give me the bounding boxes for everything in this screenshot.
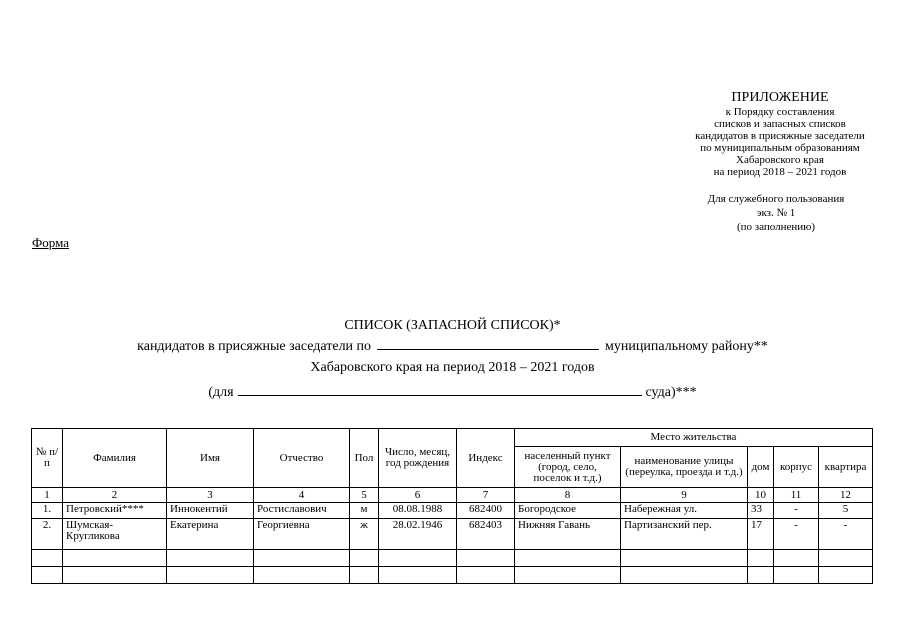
header-residence: Место жительства xyxy=(515,429,873,447)
appendix-line: на период 2018 – 2021 годов xyxy=(713,166,847,178)
cell-building: - xyxy=(774,503,819,519)
column-number: 8 xyxy=(515,488,621,503)
cell-street: Партизанский пер. xyxy=(621,519,748,550)
header-name: Имя xyxy=(167,429,254,488)
column-number: 1 xyxy=(32,488,63,503)
cell-settlement: Нижняя Гавань xyxy=(515,519,621,550)
column-number: 2 xyxy=(63,488,167,503)
cell-surname: Петровский**** xyxy=(63,503,167,519)
district-fill-in-line xyxy=(377,337,599,350)
column-number: 3 xyxy=(167,488,254,503)
appendix-line: Хабаровского края xyxy=(736,154,824,166)
cell-index: 682400 xyxy=(457,503,515,519)
appendix-block xyxy=(670,90,890,178)
service-line: экз. № 1 xyxy=(756,207,796,219)
column-number: 5 xyxy=(350,488,379,503)
title-line-2-prefix: кандидатов в присяжные заседатели по xyxy=(137,339,372,354)
header-surname: Фамилия xyxy=(63,429,167,488)
cell-sex: ж xyxy=(350,519,379,550)
cell-name: Екатерина xyxy=(167,519,254,550)
header-index: Индекс xyxy=(457,429,515,488)
cell-building: - xyxy=(774,519,819,550)
column-number: 11 xyxy=(774,488,819,503)
service-note xyxy=(680,192,872,234)
title-line-2-suffix: муниципальному району** xyxy=(605,339,768,354)
cell-surname: Шумская-Кругликова xyxy=(63,519,167,550)
court-fill-in-line xyxy=(238,383,642,396)
column-number-row xyxy=(32,488,873,503)
appendix-line: к Порядку составления xyxy=(725,106,835,118)
cell-birth: 08.08.1988 xyxy=(379,503,457,519)
service-line: (по заполнению) xyxy=(736,221,816,233)
cell-birth: 28.02.1946 xyxy=(379,519,457,550)
form-label: Форма xyxy=(32,235,69,250)
appendix-line: по муниципальным образованиям xyxy=(700,142,860,154)
table-row xyxy=(32,519,873,550)
header-patronymic: Отчество xyxy=(254,429,350,488)
cell-patronymic: Ростиславович xyxy=(254,503,350,519)
title-line-2 xyxy=(0,336,905,357)
column-number: 7 xyxy=(457,488,515,503)
column-number: 12 xyxy=(819,488,873,503)
header-settlement: населенный пункт (город, село, поселок и т.д.) xyxy=(515,447,621,488)
cell-num: 1. xyxy=(32,503,63,519)
title-line-4 xyxy=(0,382,905,403)
cell-street: Набережная ул. xyxy=(621,503,748,519)
cell-house: 17 xyxy=(748,519,774,550)
table-row xyxy=(32,503,873,519)
candidates-table xyxy=(31,428,873,584)
cell-name: Иннокентий xyxy=(167,503,254,519)
cell-settlement: Богородское xyxy=(515,503,621,519)
header-birth: Число, месяц, год рождения xyxy=(379,429,457,488)
cell-sex: м xyxy=(350,503,379,519)
cell-apartment: 5 xyxy=(819,503,873,519)
title-line-1: СПИСОК (ЗАПАСНОЙ СПИСОК)* xyxy=(344,318,561,333)
header-sex: Пол xyxy=(350,429,379,488)
cell-patronymic: Георгиевна xyxy=(254,519,350,550)
appendix-title: ПРИЛОЖЕНИЕ xyxy=(731,90,829,105)
column-number: 6 xyxy=(379,488,457,503)
column-number: 10 xyxy=(748,488,774,503)
column-number: 9 xyxy=(621,488,748,503)
title-line-4-prefix: (для xyxy=(208,385,234,400)
header-building: корпус xyxy=(774,447,819,488)
header-num: № п/п xyxy=(32,429,63,488)
empty-table-row xyxy=(32,550,873,567)
cell-num: 2. xyxy=(32,519,63,550)
appendix-line: кандидатов в присяжные заседатели xyxy=(695,130,865,142)
title-line-3: Хабаровского края на период 2018 – 2021 годов xyxy=(310,360,595,375)
header-apartment: квартира xyxy=(819,447,873,488)
appendix-line: списков и запасных списков xyxy=(714,118,846,130)
header-house: дом xyxy=(748,447,774,488)
cell-apartment: - xyxy=(819,519,873,550)
cell-house: 33 xyxy=(748,503,774,519)
cell-index: 682403 xyxy=(457,519,515,550)
title-line-4-suffix: суда)*** xyxy=(645,385,697,400)
column-number: 4 xyxy=(254,488,350,503)
document-title xyxy=(0,315,905,403)
header-street: наименование улицы (переулка, проезда и т.д.) xyxy=(621,447,748,488)
service-line: Для служебного пользования xyxy=(707,193,845,205)
empty-table-row xyxy=(32,567,873,584)
